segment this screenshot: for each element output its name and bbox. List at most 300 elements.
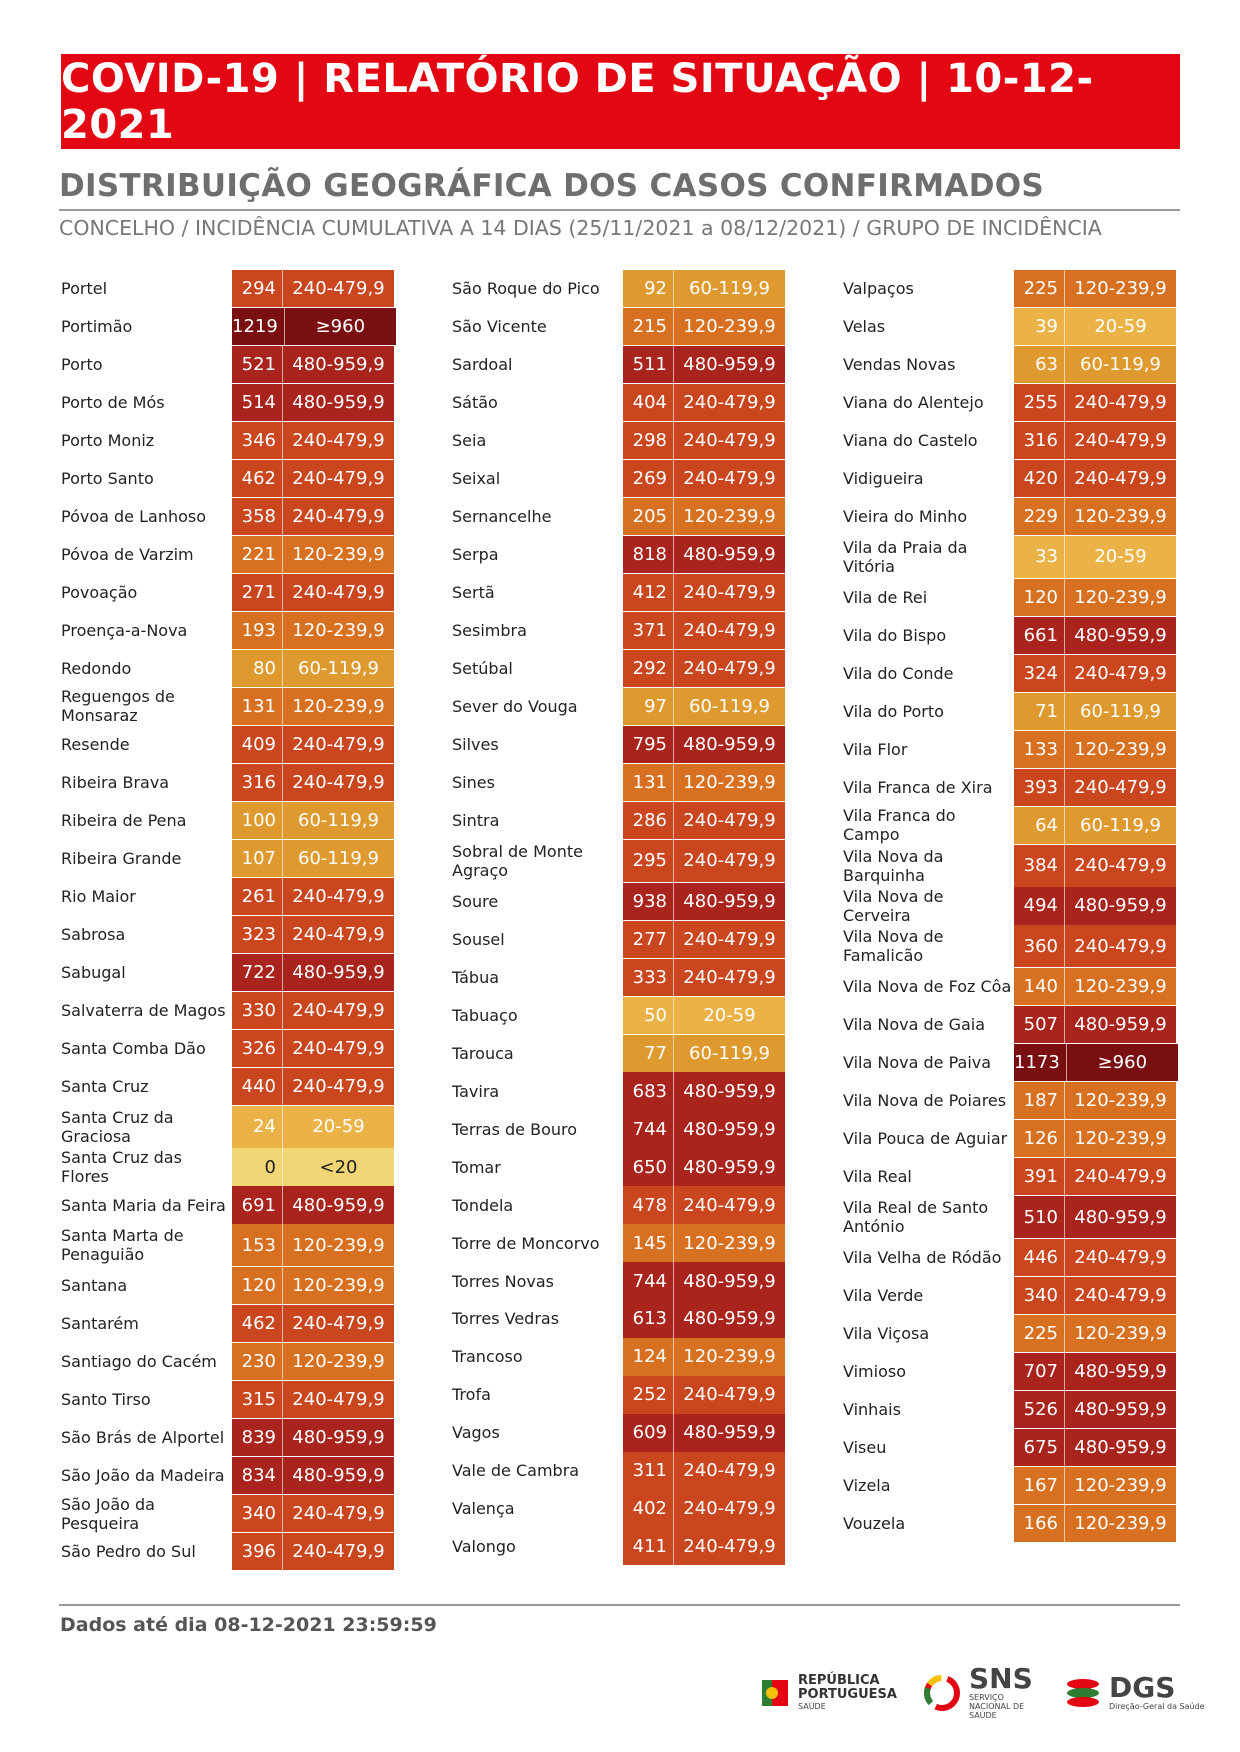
municipality-name: Vila Pouca de Aguiar [843, 1129, 1008, 1149]
municipality-name: Santarém [61, 1314, 139, 1334]
municipality-name: Viana do Castelo [843, 431, 978, 451]
table-row [61, 1305, 399, 1342]
incidence-group: 120-239,9 [674, 308, 785, 345]
incidence-value: 744 [623, 1262, 674, 1299]
incidence-group: 240-479,9 [283, 460, 394, 497]
incidence-group: 480-959,9 [674, 1414, 785, 1451]
incidence-group: 120-239,9 [1065, 498, 1176, 535]
table-row [843, 1044, 1181, 1081]
table-row [61, 954, 399, 991]
municipality-name: Póvoa de Varzim [61, 544, 194, 564]
table-row [452, 346, 790, 383]
incidence-value: 675 [1014, 1429, 1065, 1466]
incidence-value: 691 [232, 1186, 283, 1223]
incidence-value: 511 [623, 346, 674, 383]
incidence-value: 1173 [1014, 1044, 1067, 1081]
municipality-name: Valpaços [843, 279, 914, 299]
incidence-group: 240-479,9 [674, 1490, 785, 1527]
incidence-value: 521 [232, 346, 283, 383]
incidence-group: 20-59 [1065, 536, 1176, 578]
municipality-name: Setúbal [452, 658, 513, 678]
incidence-value: 409 [232, 726, 283, 763]
municipality-name: Vagos [452, 1423, 500, 1443]
table-row [843, 1315, 1181, 1352]
incidence-value: 24 [232, 1106, 283, 1148]
incidence-value: 650 [623, 1148, 674, 1185]
table-row [843, 346, 1181, 383]
municipality-name: Vila do Conde [843, 663, 954, 683]
municipality-name: Portimão [61, 317, 133, 337]
table-row [452, 1224, 790, 1261]
table-row [61, 612, 399, 649]
incidence-group: 480-959,9 [283, 1457, 394, 1494]
municipality-name: Póvoa de Lanhoso [61, 507, 207, 526]
data-cutoff-note: Dados até dia 08-12-2021 23:59:59 [60, 1614, 437, 1636]
table-row [843, 845, 1181, 887]
incidence-value: 340 [1014, 1277, 1065, 1314]
table-row [61, 1068, 399, 1105]
incidence-value: 97 [623, 688, 674, 725]
incidence-value: 315 [232, 1381, 283, 1418]
incidence-value: 446 [1014, 1239, 1065, 1276]
incidence-group: 480-959,9 [283, 384, 394, 421]
municipality-name: São Vicente [452, 317, 547, 337]
table-row [452, 460, 790, 497]
table-row [843, 1505, 1181, 1542]
table-row [843, 1277, 1181, 1314]
incidence-value: 938 [623, 883, 674, 920]
incidence-group: 20-59 [283, 1106, 394, 1148]
municipality-name: Sousel [452, 929, 505, 949]
table-row [843, 579, 1181, 616]
incidence-group: 240-479,9 [1065, 1277, 1176, 1314]
incidence-value: 358 [232, 498, 283, 535]
incidence-value: 440 [232, 1068, 283, 1105]
incidence-group: 60-119,9 [283, 802, 394, 839]
municipality-name: Porto de Mós [61, 393, 165, 413]
municipality-name: Tavira [452, 1081, 500, 1101]
table-row [61, 878, 399, 915]
incidence-group: 60-119,9 [1065, 346, 1176, 383]
table-row [843, 769, 1181, 806]
incidence-value: 818 [623, 536, 674, 573]
municipality-name: Vila Real de Santo António [843, 1198, 989, 1237]
municipality-name: Sabugal [61, 962, 126, 982]
municipality-name: Vila Franca do Campo [843, 806, 956, 845]
incidence-value: 324 [1014, 655, 1065, 692]
incidence-group: 480-959,9 [283, 1186, 394, 1223]
incidence-group: 240-479,9 [283, 878, 394, 915]
municipality-name: Tondela [452, 1195, 514, 1215]
table-row [843, 617, 1181, 654]
incidence-group: 60-119,9 [674, 270, 785, 307]
incidence-value: 230 [232, 1343, 283, 1380]
municipality-name: Vila Nova de Gaia [843, 1015, 986, 1035]
incidence-value: 50 [623, 997, 674, 1034]
incidence-value: 494 [1014, 887, 1065, 924]
table-row [843, 655, 1181, 692]
table-row [61, 1343, 399, 1380]
table-row [61, 1457, 399, 1494]
incidence-value: 269 [623, 460, 674, 497]
table-row [452, 840, 790, 882]
municipality-name: Porto Moniz [61, 431, 155, 451]
page-title: DISTRIBUIÇÃO GEOGRÁFICA DOS CASOS CONFIRMADOS [59, 168, 1045, 204]
incidence-group: 60-119,9 [674, 1035, 785, 1072]
table-row [843, 460, 1181, 497]
incidence-value: 277 [623, 921, 674, 958]
table-row [843, 1467, 1181, 1504]
table-column-2 [452, 270, 790, 1566]
municipality-name: São João da Pesqueira [61, 1494, 155, 1533]
municipality-name: Torre de Moncorvo [452, 1233, 600, 1253]
incidence-group: 240-479,9 [1065, 384, 1176, 421]
incidence-value: 298 [623, 422, 674, 459]
incidence-group: 240-479,9 [674, 959, 785, 996]
municipality-name: Vila Velha de Ródão [843, 1247, 1002, 1267]
table-row [843, 1006, 1181, 1043]
incidence-value: 311 [623, 1452, 674, 1489]
municipality-name: Vendas Novas [843, 355, 956, 375]
table-column-3 [843, 270, 1181, 1543]
incidence-value: 340 [232, 1495, 283, 1532]
table-row [843, 270, 1181, 307]
municipality-name: Seia [452, 431, 487, 451]
table-row [61, 840, 399, 877]
table-row [452, 1414, 790, 1451]
municipality-name: Santa Cruz da Graciosa [61, 1107, 174, 1146]
municipality-name: Trofa [452, 1385, 491, 1405]
incidence-group: 480-959,9 [1065, 1353, 1176, 1390]
table-row [61, 1267, 399, 1304]
incidence-value: 64 [1014, 807, 1065, 844]
municipality-name: Sesimbra [452, 620, 527, 640]
table-row [61, 764, 399, 801]
municipality-name: Resende [61, 734, 130, 754]
incidence-value: 286 [623, 802, 674, 839]
incidence-group: 240-479,9 [674, 802, 785, 839]
table-row [452, 921, 790, 958]
incidence-value: 229 [1014, 498, 1065, 535]
municipality-name: Velas [843, 317, 886, 337]
municipality-name: Vila Nova de Cerveira [843, 886, 944, 925]
table-row [452, 498, 790, 535]
incidence-value: 126 [1014, 1120, 1065, 1157]
table-row [843, 308, 1181, 345]
incidence-value: 120 [232, 1267, 283, 1304]
incidence-value: 609 [623, 1414, 674, 1451]
incidence-value: 295 [623, 840, 674, 882]
municipality-name: Torres Novas [452, 1271, 554, 1291]
incidence-group: 120-239,9 [1065, 579, 1176, 616]
incidence-group: 120-239,9 [283, 612, 394, 649]
municipality-name: Vila Nova de Paiva [843, 1053, 992, 1073]
municipality-name: São Pedro do Sul [61, 1542, 196, 1562]
logo2-small: SERVIÇO NACIONAL DE SAÚDE [968, 1693, 1025, 1720]
municipality-name: Proença-a-Nova [61, 620, 188, 640]
incidence-group: 480-959,9 [283, 954, 394, 991]
incidence-group: 480-959,9 [674, 346, 785, 383]
municipality-name: Vizela [843, 1475, 891, 1495]
table-row [452, 1072, 790, 1109]
municipality-name: Serpa [452, 544, 499, 564]
incidence-group: 240-479,9 [283, 422, 394, 459]
table-row [843, 968, 1181, 1005]
table-row [61, 726, 399, 763]
incidence-group: 240-479,9 [283, 574, 394, 611]
municipality-name: Vieira do Minho [843, 507, 968, 526]
sns-logo [923, 1662, 1039, 1720]
municipality-name: Tarouca [452, 1043, 514, 1063]
dgs-logo [1065, 1671, 1205, 1711]
incidence-group: 480-959,9 [1065, 1429, 1176, 1466]
table-row [452, 612, 790, 649]
municipality-name: Santana [61, 1276, 128, 1296]
incidence-value: 63 [1014, 346, 1065, 383]
incidence-group: 240-479,9 [1065, 1239, 1176, 1276]
municipality-name: Santo Tirso [61, 1390, 151, 1410]
incidence-group: 240-479,9 [674, 460, 785, 497]
incidence-group: 480-959,9 [674, 1300, 785, 1337]
incidence-value: 100 [232, 802, 283, 839]
municipality-name: Tomar [452, 1157, 501, 1177]
municipality-name: Santa Cruz das Flores [61, 1148, 182, 1187]
incidence-group: 240-479,9 [674, 650, 785, 687]
municipality-name: Porto [61, 355, 103, 375]
incidence-value: 33 [1014, 536, 1065, 578]
incidence-group: 120-239,9 [283, 1224, 394, 1266]
incidence-group: 240-479,9 [674, 921, 785, 958]
incidence-group: 480-959,9 [1065, 617, 1176, 654]
incidence-value: 80 [232, 650, 283, 687]
incidence-group: 240-479,9 [283, 498, 394, 535]
municipality-name: Valença [452, 1499, 515, 1519]
municipality-name: Portel [61, 279, 108, 299]
incidence-group: 240-479,9 [1065, 845, 1176, 887]
table-row [843, 925, 1181, 967]
table-row [61, 536, 399, 573]
municipality-name: Reguengos de Monsaraz [61, 687, 175, 726]
municipality-name: Viana do Alentejo [843, 393, 984, 413]
municipality-name: Sertã [452, 582, 495, 602]
incidence-value: 77 [623, 1035, 674, 1072]
table-row [61, 802, 399, 839]
incidence-value: 396 [232, 1533, 283, 1570]
municipality-name: Sever do Vouga [452, 696, 578, 716]
incidence-value: 166 [1014, 1505, 1065, 1542]
municipality-name: Vinhais [843, 1399, 901, 1419]
incidence-group: 240-479,9 [283, 726, 394, 763]
municipality-name: Vale de Cambra [452, 1461, 580, 1481]
table-row [843, 1239, 1181, 1276]
municipality-name: Vila da Praia da Vitória [843, 537, 968, 576]
municipality-name: Vidigueira [843, 469, 924, 489]
logo1-line1: REPÚBLICA [798, 1673, 880, 1688]
table-row [61, 574, 399, 611]
incidence-group: 240-479,9 [283, 1030, 394, 1067]
incidence-group: 120-239,9 [1065, 1315, 1176, 1352]
incidence-value: 145 [623, 1224, 674, 1261]
logo2-big: SNS [968, 1662, 1033, 1695]
municipality-name: Sines [452, 772, 495, 792]
incidence-value: 834 [232, 1457, 283, 1494]
table-row [61, 498, 399, 535]
municipality-name: Santa Marta de Penaguião [61, 1226, 184, 1265]
incidence-group: 60-119,9 [1065, 693, 1176, 730]
municipality-name: Vila do Porto [843, 701, 944, 721]
incidence-group: 120-239,9 [674, 1224, 785, 1261]
incidence-group: 120-239,9 [1065, 1505, 1176, 1542]
incidence-value: 514 [232, 384, 283, 421]
table-row [61, 346, 399, 383]
logo-strip [760, 1662, 1205, 1720]
incidence-value: 193 [232, 612, 283, 649]
incidence-group: 240-479,9 [1065, 1158, 1176, 1195]
table-row [452, 1148, 790, 1185]
incidence-value: 261 [232, 878, 283, 915]
municipality-name: Sabrosa [61, 924, 126, 944]
logo3-small: Direção-Geral da Saúde [1108, 1702, 1205, 1711]
incidence-value: 1219 [232, 308, 285, 345]
report-banner: COVID-19 | RELATÓRIO DE SITUAÇÃO | 10-12-2021 [61, 54, 1180, 149]
incidence-group: 120-239,9 [1065, 731, 1176, 768]
incidence-group: 480-959,9 [1065, 1196, 1176, 1238]
incidence-group: 240-479,9 [1065, 460, 1176, 497]
incidence-value: 420 [1014, 460, 1065, 497]
incidence-group: 480-959,9 [674, 1262, 785, 1299]
municipality-name: Terras de Bouro [452, 1119, 578, 1139]
incidence-group: 240-479,9 [674, 422, 785, 459]
incidence-value: 411 [623, 1528, 674, 1565]
incidence-group: 120-239,9 [1065, 1082, 1176, 1119]
municipality-name: Vimioso [843, 1361, 906, 1381]
incidence-value: 255 [1014, 384, 1065, 421]
table-row [61, 992, 399, 1029]
incidence-value: 326 [232, 1030, 283, 1067]
table-row [452, 688, 790, 725]
incidence-group: <20 [283, 1148, 394, 1185]
table-row [61, 270, 399, 307]
municipality-name: Seixal [452, 469, 501, 489]
municipality-name: Tabuaço [452, 1005, 518, 1025]
dgs-stripes-icon [1065, 1676, 1101, 1710]
table-row [452, 1528, 790, 1565]
incidence-group: 480-959,9 [674, 726, 785, 763]
incidence-group: 240-479,9 [1065, 769, 1176, 806]
table-row [452, 1186, 790, 1223]
incidence-group: 240-479,9 [1065, 422, 1176, 459]
incidence-group: 120-239,9 [1065, 270, 1176, 307]
incidence-value: 107 [232, 840, 283, 877]
incidence-group: 240-479,9 [1065, 655, 1176, 692]
table-row [843, 1158, 1181, 1195]
municipality-name: Soure [452, 891, 499, 911]
incidence-group: 240-479,9 [674, 1528, 785, 1565]
incidence-value: 225 [1014, 270, 1065, 307]
logo3-big: DGS [1108, 1671, 1176, 1704]
table-row [452, 422, 790, 459]
incidence-value: 722 [232, 954, 283, 991]
table-row [61, 688, 399, 725]
municipality-name: Viseu [843, 1437, 887, 1457]
incidence-value: 839 [232, 1419, 283, 1456]
table-row [843, 536, 1181, 578]
municipality-name: Sobral de Monte Agraço [452, 841, 583, 880]
table-row [452, 1376, 790, 1413]
republica-portuguesa-logo [760, 1674, 897, 1711]
incidence-group: ≥960 [285, 308, 396, 345]
incidence-group: 480-959,9 [674, 1148, 785, 1185]
incidence-value: 330 [232, 992, 283, 1029]
incidence-group: 240-479,9 [674, 1186, 785, 1223]
table-row [452, 1452, 790, 1489]
incidence-value: 225 [1014, 1315, 1065, 1352]
table-row [61, 384, 399, 421]
incidence-value: 316 [1014, 422, 1065, 459]
municipality-name: Silves [452, 734, 499, 754]
table-row [452, 536, 790, 573]
municipality-name: Torres Vedras [452, 1309, 560, 1329]
incidence-value: 510 [1014, 1196, 1065, 1238]
incidence-value: 402 [623, 1490, 674, 1527]
incidence-value: 744 [623, 1110, 674, 1147]
incidence-value: 133 [1014, 731, 1065, 768]
municipality-name: Ribeira de Pena [61, 810, 187, 830]
table-row [452, 1262, 790, 1299]
incidence-value: 140 [1014, 968, 1065, 1005]
municipality-name: Povoação [61, 582, 138, 602]
incidence-value: 39 [1014, 308, 1065, 345]
table-row [452, 1490, 790, 1527]
municipality-name: Vila Flor [843, 739, 908, 759]
incidence-group: 480-959,9 [1065, 1391, 1176, 1428]
incidence-group: ≥960 [1067, 1044, 1178, 1081]
table-row [843, 1391, 1181, 1428]
table-row [61, 1030, 399, 1067]
table-row [452, 384, 790, 421]
incidence-value: 393 [1014, 769, 1065, 806]
incidence-value: 412 [623, 574, 674, 611]
table-row [452, 997, 790, 1034]
incidence-value: 507 [1014, 1006, 1065, 1043]
incidence-group: 120-239,9 [1065, 968, 1176, 1005]
municipality-name: Vila Verde [843, 1285, 924, 1305]
table-row [61, 1533, 399, 1570]
table-row [452, 1035, 790, 1072]
incidence-value: 661 [1014, 617, 1065, 654]
incidence-group: 60-119,9 [674, 688, 785, 725]
table-row [61, 916, 399, 953]
municipality-name: Vila Nova de Foz Côa [843, 977, 1012, 997]
incidence-group: 20-59 [1065, 308, 1176, 345]
incidence-group: 120-239,9 [674, 764, 785, 801]
table-row [843, 731, 1181, 768]
municipality-name: Vila Viçosa [843, 1323, 930, 1343]
incidence-value: 478 [623, 1186, 674, 1223]
incidence-value: 683 [623, 1072, 674, 1109]
table-row [843, 1082, 1181, 1119]
municipality-name: Vila Nova de Famalicão [843, 927, 944, 966]
incidence-group: 120-239,9 [283, 1267, 394, 1304]
logo1-line2: PORTUGUESA [798, 1687, 897, 1702]
incidence-group: 240-479,9 [283, 270, 394, 307]
republica-flag-icon [760, 1676, 790, 1710]
table-row [61, 308, 399, 345]
table-row [61, 460, 399, 497]
incidence-group: 240-479,9 [283, 1068, 394, 1105]
incidence-group: 60-119,9 [283, 650, 394, 687]
incidence-group: 480-959,9 [674, 883, 785, 920]
